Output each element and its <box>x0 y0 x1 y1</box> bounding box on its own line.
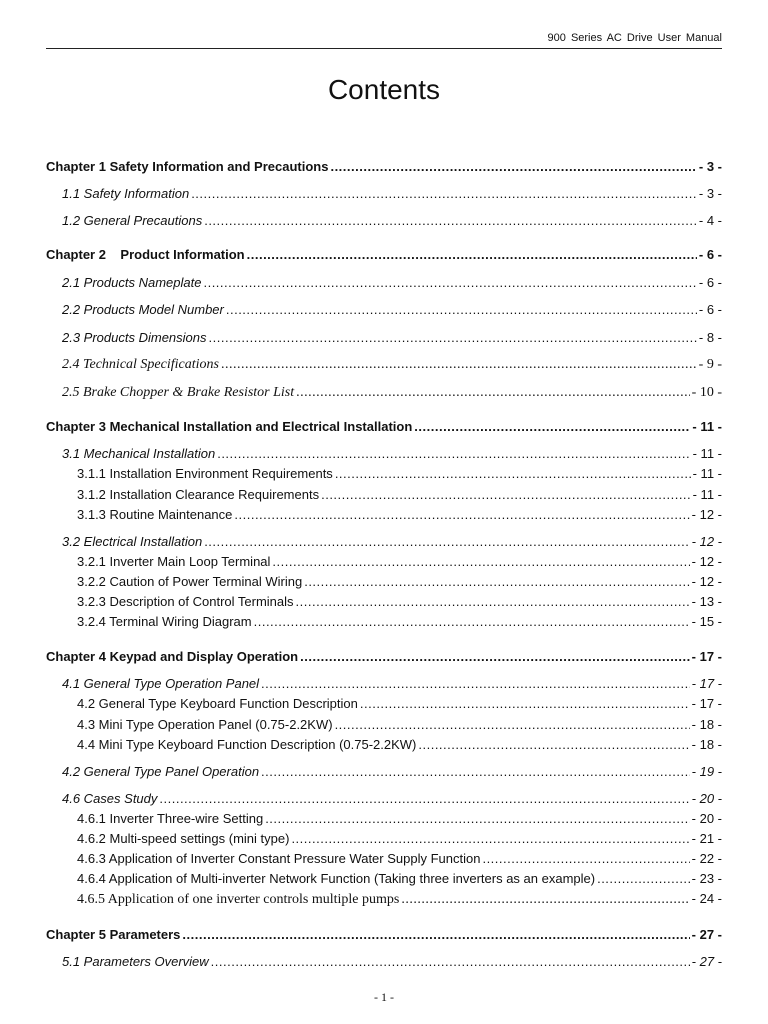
toc-section-2-3[interactable] <box>46 329 722 347</box>
toc-section-2-2[interactable] <box>46 301 722 319</box>
toc-entry-label: 3.1.2 Installation Clearance Requirements <box>77 487 320 502</box>
toc-entry-page: - 3 - <box>698 159 722 174</box>
dot-leader <box>209 329 697 347</box>
toc-section-4-6[interactable] <box>46 790 722 808</box>
toc-entry-label: Chapter 3 Mechanical Installation and Electrical Installation <box>46 419 413 434</box>
dot-leader <box>291 830 689 848</box>
toc-entry-label: 4.6.1 Inverter Three-wire Setting <box>77 811 264 826</box>
toc-section-4-2-panel-operation[interactable] <box>46 763 722 781</box>
toc-entry-label: 4.6 Cases Study <box>62 791 158 806</box>
toc-entry-label: 4.6.5 Application of one inverter controls multiple pumps <box>77 892 400 907</box>
toc-entry-page: - 21 - <box>691 831 722 846</box>
dot-leader <box>226 301 697 319</box>
toc-entry-label: 3.2.1 Inverter Main Loop Terminal <box>77 554 271 569</box>
dot-leader <box>414 418 690 436</box>
toc-entry-label: 4.6.4 Application of Multi-inverter Network Function (Taking three inverters as an example) <box>77 871 596 886</box>
toc-entry-page: - 19 - <box>691 764 722 779</box>
dot-leader <box>247 246 697 264</box>
toc-entry-page: - 27 - <box>691 954 722 969</box>
toc-entry-page: - 3 - <box>698 186 722 201</box>
toc-subsection-4-6-3[interactable] <box>46 850 722 868</box>
dot-leader <box>182 926 689 944</box>
toc-entry-page: - 11 - <box>692 487 722 502</box>
toc-entry-label: 3.2 Electrical Installation <box>62 534 203 549</box>
dot-leader <box>159 790 689 808</box>
toc-subsection-4-6-1[interactable] <box>46 810 722 828</box>
toc-entry-page: - 20 - <box>691 811 722 826</box>
toc-entry-label: Chapter 1 Safety Information and Precautions <box>46 159 329 174</box>
toc-subsection-4-6-5[interactable] <box>46 890 722 909</box>
running-header: 900 Series AC Drive User Manual <box>46 30 722 49</box>
toc-subsection-3-1-1[interactable] <box>46 465 722 483</box>
toc-entry-label: 2.5 Brake Chopper & Brake Resistor List <box>62 385 295 400</box>
toc-section-4-1[interactable] <box>46 675 722 693</box>
toc-entry-page: - 12 - <box>691 554 722 569</box>
toc-entry-label: 3.2.3 Description of Control Terminals <box>77 594 294 609</box>
toc-section-3-1[interactable] <box>46 445 722 463</box>
dot-leader <box>265 810 689 828</box>
toc-entry-label: 3.1.1 Installation Environment Requirements <box>77 466 333 481</box>
toc-entry-page: - 22 - <box>691 851 722 866</box>
toc-entry-page: - 18 - <box>691 737 722 752</box>
dot-leader <box>204 533 689 551</box>
toc-entry-page: - 17 - <box>691 696 722 711</box>
toc-entry-label: 3.2.4 Terminal Wiring Diagram <box>77 614 252 629</box>
toc-entry-label: 5.1 Parameters Overview <box>62 954 209 969</box>
toc-entry-label: 3.2.2 Caution of Power Terminal Wiring <box>77 574 303 589</box>
toc-entry-page: - 23 - <box>691 871 722 886</box>
dot-leader <box>261 763 690 781</box>
toc-section-2-5[interactable] <box>46 384 722 402</box>
toc-entry-page: - 11 - <box>692 419 722 434</box>
dot-leader <box>234 506 689 524</box>
toc-section-2-4[interactable] <box>46 356 722 374</box>
dot-leader <box>217 445 690 463</box>
toc-entry-page: - 8 - <box>698 330 722 345</box>
toc-subsection-4-6-4[interactable] <box>46 870 722 888</box>
dot-leader <box>272 553 689 571</box>
toc-subsection-4-3[interactable] <box>46 716 722 734</box>
dot-leader <box>191 185 697 203</box>
dot-leader <box>401 891 689 909</box>
dot-leader <box>204 212 697 230</box>
toc-entry-page: - 13 - <box>691 594 722 609</box>
dot-leader <box>360 695 690 713</box>
toc-entry-label: 2.1 Products Nameplate <box>62 275 202 290</box>
toc-entry-label: 2.4 Technical Specifications <box>62 357 219 372</box>
toc-section-5-1[interactable] <box>46 953 722 971</box>
toc-entry-page: - 4 - <box>698 213 722 228</box>
toc-entry-label: Chapter 5 Parameters <box>46 927 181 942</box>
toc-subsection-4-4[interactable] <box>46 736 722 754</box>
toc-entry-page: - 6 - <box>698 275 722 290</box>
toc-entry-label: 4.6.2 Multi-speed settings (mini type) <box>77 831 290 846</box>
toc-entry-page: - 17 - <box>691 649 722 664</box>
toc-entry-label: 2.2 Products Model Number <box>62 302 224 317</box>
toc-section-1-2[interactable] <box>46 212 722 230</box>
toc-entry-label: 1.1 Safety Information <box>62 186 190 201</box>
toc-subsection-3-1-3[interactable] <box>46 506 722 524</box>
toc-chapter-1[interactable] <box>46 158 722 176</box>
toc-entry-page: - 17 - <box>691 676 722 691</box>
toc-entry-label: 4.4 Mini Type Keyboard Function Description (0.75-2.2KW) <box>77 737 417 752</box>
dot-leader <box>261 675 690 693</box>
toc-entry-page: - 24 - <box>691 891 722 906</box>
dot-leader <box>482 850 689 868</box>
toc-entry-page: - 6 - <box>698 247 722 262</box>
toc-entry-label: 2.3 Products Dimensions <box>62 330 207 345</box>
toc-subsection-3-2-2[interactable] <box>46 573 722 591</box>
toc-section-3-2[interactable] <box>46 533 722 551</box>
toc-chapter-5[interactable] <box>46 926 722 944</box>
toc-subsection-3-1-2[interactable] <box>46 486 722 504</box>
page-title: Contents <box>327 74 441 105</box>
toc-entry-label: 3.1 Mechanical Installation <box>62 446 216 461</box>
toc-entry-page: - 12 - <box>691 534 722 549</box>
dot-leader <box>304 573 689 591</box>
toc-entry-label: Chapter 4 Keypad and Display Operation <box>46 649 299 664</box>
dot-leader <box>296 593 690 611</box>
dot-leader <box>335 716 690 734</box>
toc-entry-label: 4.2 General Type Panel Operation <box>62 764 260 779</box>
toc-entry-page: - 18 - <box>691 717 722 732</box>
toc-subsection-4-2[interactable] <box>46 695 722 713</box>
toc-entry-page: - 12 - <box>691 574 722 589</box>
toc-subsection-3-2-3[interactable] <box>46 593 722 611</box>
toc-subsection-4-6-2[interactable] <box>46 830 722 848</box>
toc-entry-page: - 27 - <box>691 927 722 942</box>
toc-entry-page: - 6 - <box>698 302 722 317</box>
dot-leader <box>203 274 696 292</box>
dot-leader <box>296 384 690 402</box>
toc-entry-label: 4.1 General Type Operation Panel <box>62 676 260 691</box>
toc-subsection-3-2-4[interactable] <box>46 613 722 631</box>
toc-entry-page: - 11 - <box>692 446 722 461</box>
dot-leader <box>254 613 690 631</box>
dot-leader <box>418 736 689 754</box>
toc-subsection-3-2-1[interactable] <box>46 553 722 571</box>
toc-entry-page: - 12 - <box>691 507 722 522</box>
toc-entry-page: - 15 - <box>691 614 722 629</box>
toc-entry-label: Chapter 2 Product Information <box>46 247 245 262</box>
toc-entry-page: - 11 - <box>692 466 722 481</box>
toc-section-1-1[interactable] <box>46 185 722 203</box>
dot-leader <box>330 158 696 176</box>
toc-entry-label: 3.1.3 Routine Maintenance <box>77 507 233 522</box>
toc-section-2-1[interactable] <box>46 274 722 292</box>
page-number: - 1 - <box>374 990 394 1004</box>
toc-entry-page: - 10 - <box>691 385 722 400</box>
toc-entry-label: 4.2 General Type Keyboard Function Description <box>77 696 358 711</box>
dot-leader <box>300 648 690 666</box>
toc-entry-label: 1.2 General Precautions <box>62 213 203 228</box>
toc-entry-label: 4.6.3 Application of Inverter Constant Pressure Water Supply Function <box>77 851 481 866</box>
dot-leader <box>597 870 690 888</box>
toc-entry-page: - 20 - <box>691 791 722 806</box>
toc-entry-label: 4.3 Mini Type Operation Panel (0.75-2.2KW) <box>77 717 333 732</box>
dot-leader <box>335 465 691 483</box>
toc-chapter-2[interactable] <box>46 246 722 264</box>
dot-leader <box>221 356 697 374</box>
dot-leader <box>321 486 691 504</box>
toc-chapter-3[interactable] <box>46 418 722 436</box>
dot-leader <box>211 953 690 971</box>
toc-chapter-4[interactable] <box>46 648 722 666</box>
toc-entry-page: - 9 - <box>698 357 722 372</box>
